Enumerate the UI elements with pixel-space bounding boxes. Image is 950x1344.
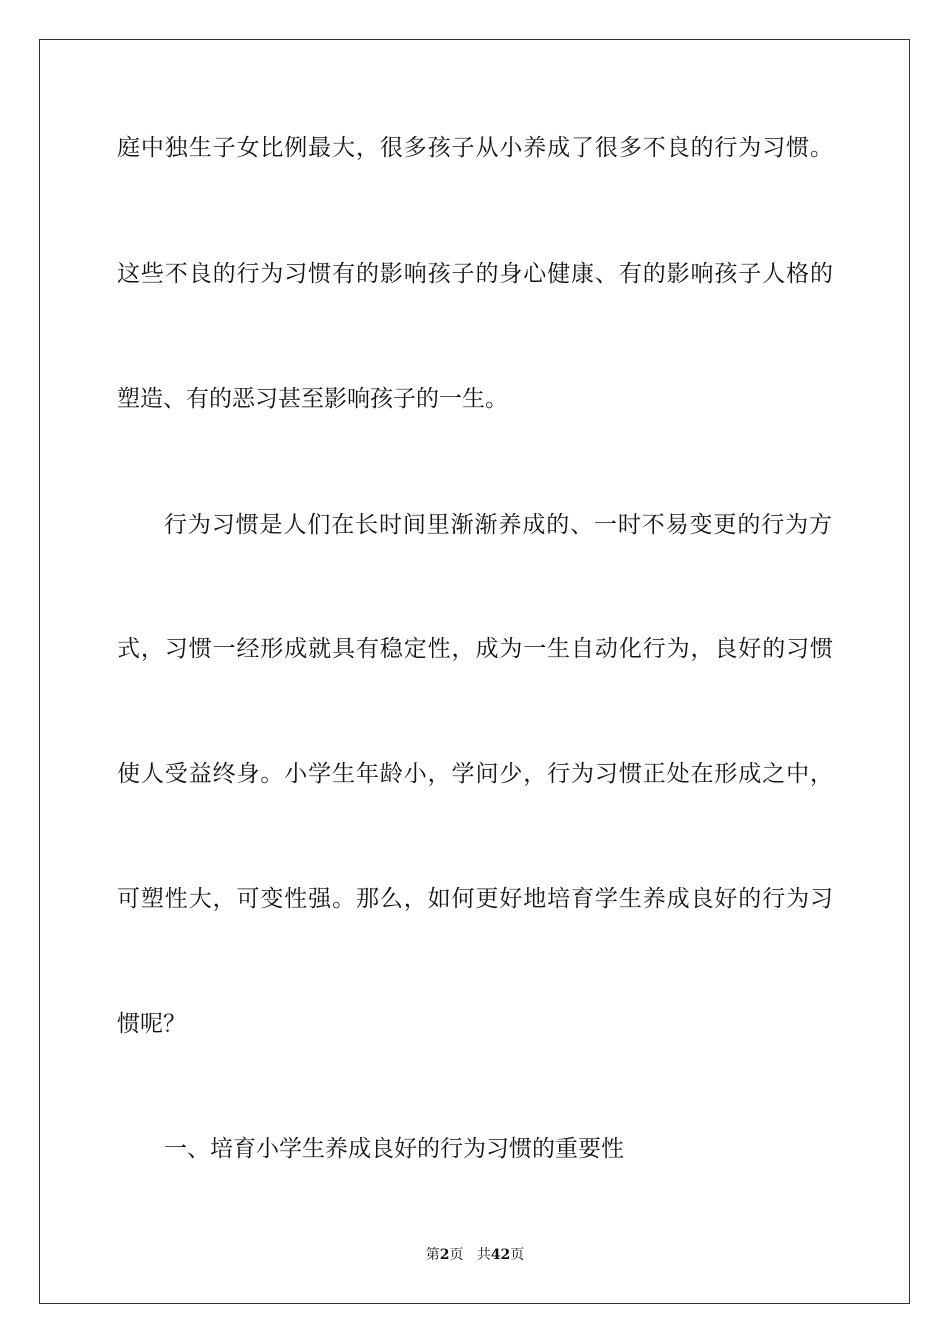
body-text-line: 行为习惯是人们在长时间里渐渐养成的、一时不易变更的行为方 bbox=[164, 512, 832, 538]
body-text-line: 式，习惯一经形成就具有稳定性，成为一生自动化行为，良好的习惯 bbox=[117, 636, 833, 662]
footer-total-prefix: 共 bbox=[476, 1247, 491, 1263]
body-text-line: 可塑性大，可变性强。那么，如何更好地培育学生养成良好的行为习 bbox=[117, 886, 833, 912]
body-text-line: 这些不良的行为习惯有的影响孩子的身心健康、有的影响孩子人格的 bbox=[117, 261, 833, 287]
footer-total-suffix: 页 bbox=[510, 1247, 525, 1263]
body-text-line: 使人受益终身。小学生年龄小，学问少，行为习惯正处在形成之中， bbox=[117, 761, 833, 787]
footer-page-suffix: 页 bbox=[449, 1247, 464, 1263]
footer-page-prefix: 第 bbox=[425, 1247, 440, 1263]
footer-page-number: 2 bbox=[439, 1247, 450, 1263]
section-heading: 一、培育小学生养成良好的行为习惯的重要性 bbox=[164, 1136, 624, 1162]
body-text-line: 惯呢？ bbox=[117, 1011, 186, 1037]
page-border bbox=[39, 39, 910, 1304]
body-text-line: 庭中独生子女比例最大，很多孩子从小养成了很多不良的行为习惯。 bbox=[117, 135, 833, 161]
footer-total-pages: 42 bbox=[490, 1247, 511, 1263]
body-text-line: 塑造、有的恶习甚至影响孩子的一生。 bbox=[117, 386, 508, 412]
page-footer bbox=[0, 1246, 950, 1264]
